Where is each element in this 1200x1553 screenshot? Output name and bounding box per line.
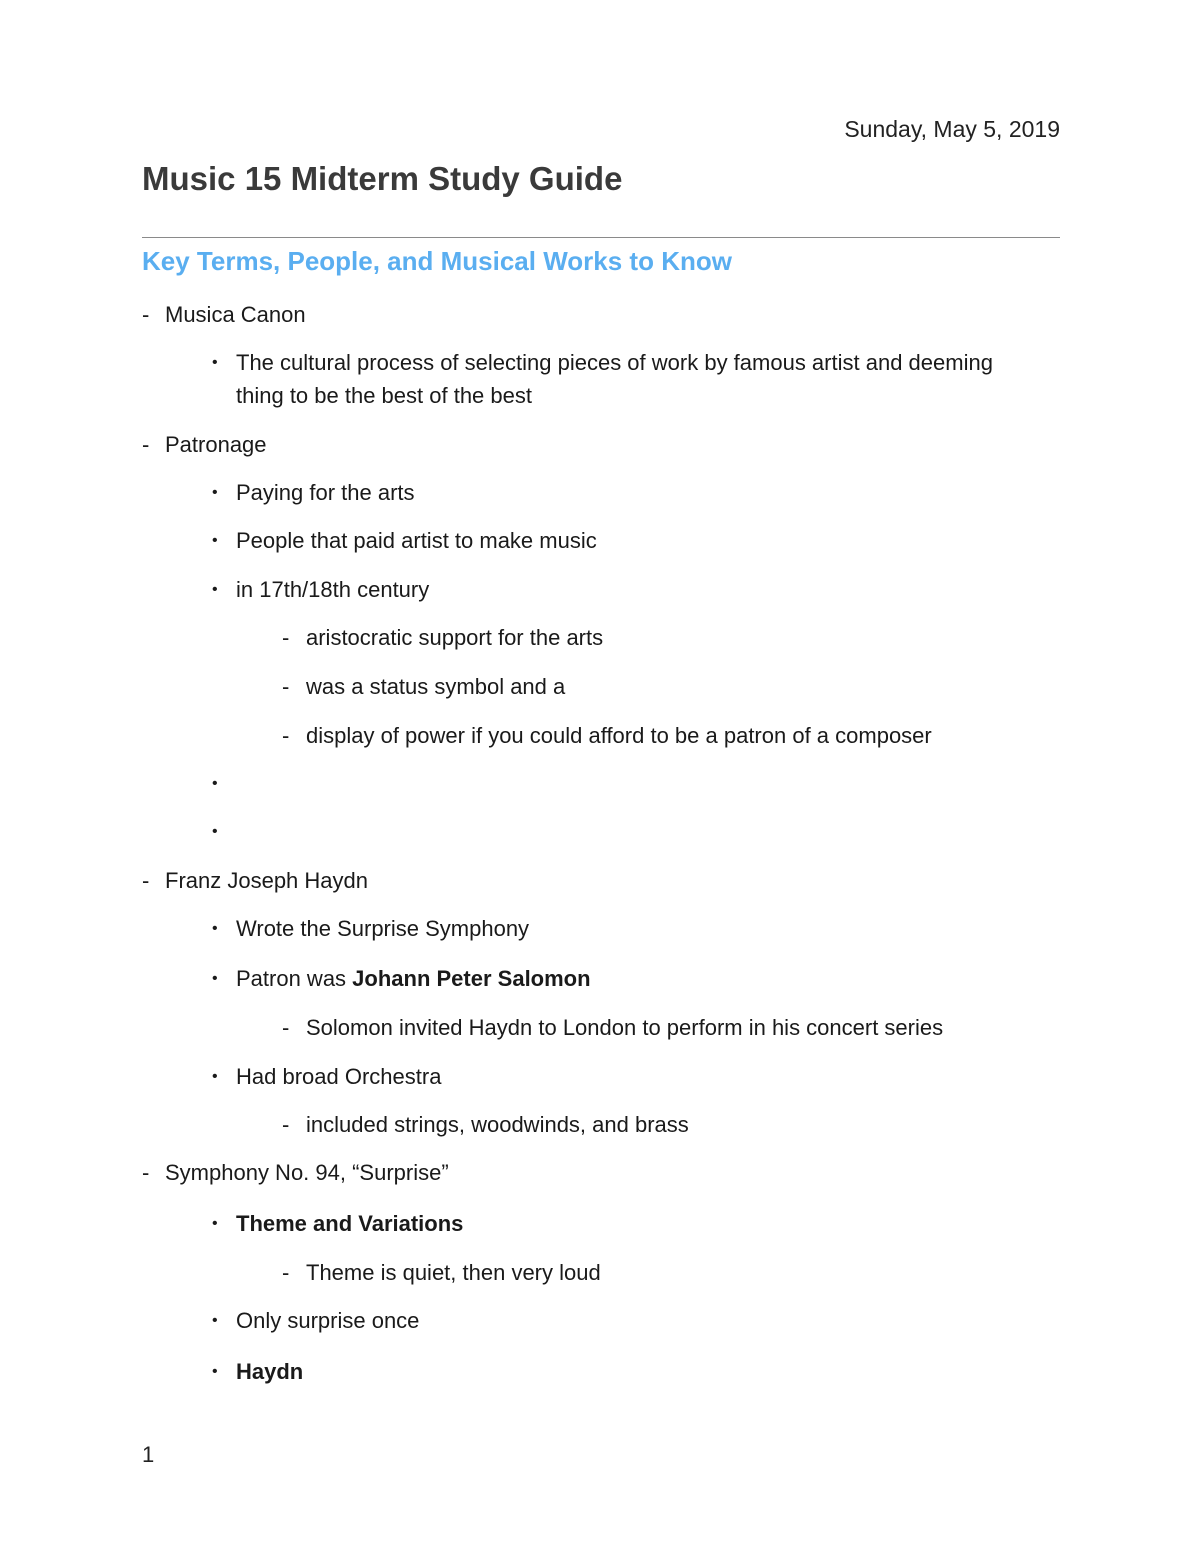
document-title: Music 15 Midterm Study Guide: [142, 160, 623, 197]
bullet-marker: •: [212, 970, 218, 987]
list-item-text: Solomon invited Haydn to London to perform in his concert series: [306, 1015, 944, 1040]
list-item-text: [236, 962, 591, 995]
list-item-text: Only surprise once: [236, 1308, 420, 1333]
dash-marker: -: [282, 1015, 290, 1040]
bullet-marker: •: [212, 823, 218, 840]
dash-marker: -: [282, 625, 290, 650]
bullet-marker: •: [212, 1363, 218, 1380]
bullet-marker: •: [212, 920, 218, 937]
dash-marker: -: [282, 674, 290, 699]
title-divider: [142, 237, 1060, 238]
dash-marker: -: [282, 1260, 290, 1285]
bullet-marker: •: [212, 581, 218, 598]
dash-marker: -: [142, 302, 150, 327]
list-item-text: thing to be the best of the best: [236, 383, 532, 408]
list-item-text: Had broad Orchestra: [236, 1064, 442, 1089]
dash-marker: -: [282, 723, 290, 748]
list-item-text: included strings, woodwinds, and brass: [306, 1112, 689, 1137]
bullet-marker: •: [212, 775, 218, 792]
list-item-text: Wrote the Surprise Symphony: [236, 916, 530, 941]
bullet-marker: •: [212, 1068, 218, 1085]
list-item-text: People that paid artist to make music: [236, 528, 597, 553]
list-item-text: in 17th/18th century: [236, 577, 430, 602]
dash-marker: -: [282, 1112, 290, 1137]
bullet-marker: •: [212, 1312, 218, 1329]
list-item-text: display of power if you could afford to be a patron of a composer: [306, 723, 932, 748]
section-heading: Key Terms, People, and Musical Works to Know: [142, 246, 732, 276]
bullet-marker: •: [212, 1215, 218, 1232]
dash-marker: -: [142, 868, 150, 893]
dash-marker: -: [142, 1160, 150, 1185]
list-item-text: Theme and Variations: [236, 1211, 464, 1236]
list-item-text: Symphony No. 94, “Surprise”: [165, 1160, 449, 1185]
list-item-text: aristocratic support for the arts: [306, 625, 604, 650]
list-item-text: Franz Joseph Haydn: [165, 868, 368, 893]
list-item-text: Musica Canon: [165, 302, 306, 327]
list-item-text: Patronage: [165, 432, 267, 457]
list-item-text-prefix: Patron was: [236, 966, 353, 991]
patron-name: Johann Peter Salomon: [352, 966, 591, 991]
bullet-marker: •: [212, 532, 218, 549]
document-date: Sunday, May 5, 2019: [844, 116, 1060, 142]
list-item-text: The cultural process of selecting pieces of work by famous artist and deeming: [236, 350, 993, 375]
list-item-text: was a status symbol and a: [306, 674, 566, 699]
list-item-text: Theme is quiet, then very loud: [306, 1260, 601, 1285]
list-item-text: Paying for the arts: [236, 480, 415, 505]
dash-marker: -: [142, 432, 150, 457]
bullet-marker: •: [212, 484, 218, 501]
page-number: 1: [142, 1442, 155, 1467]
bullet-marker: •: [212, 354, 218, 371]
list-item-text: Haydn: [236, 1359, 304, 1384]
